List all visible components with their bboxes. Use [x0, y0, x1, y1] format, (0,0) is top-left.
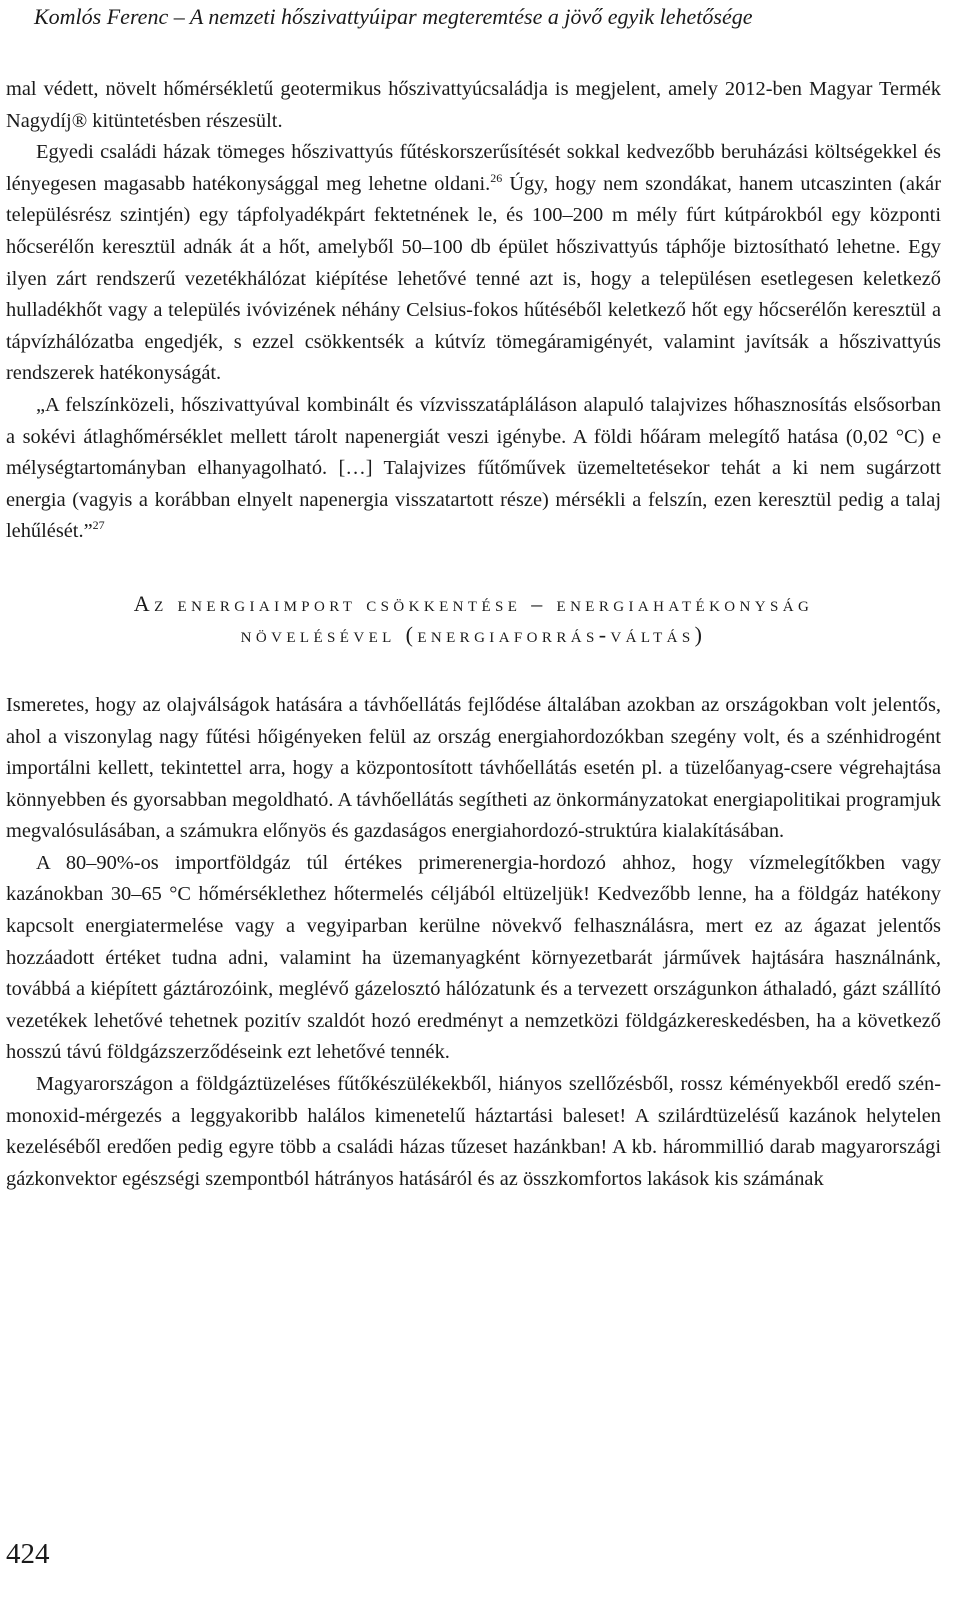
quotation-paragraph	[6, 390, 941, 548]
section-heading-line: növelésével (energiaforrás-váltás)	[240, 621, 707, 647]
paragraph-continued: mal védett, növelt hőmérsékletű geotermikus hőszivattyúcsaládja is megjelent, amely 2012-ben Magyar Termék Nagydíj® kitüntetésben részesült.	[6, 78, 941, 132]
footnote-marker[interactable]: 27	[92, 518, 105, 533]
paragraph-text: Úgy, hogy nem szondákat, hanem utcaszinten (akár településrész szintjén) egy tápfolyadékpárt fektetnének le, és 100–200 m mély fúrt kútpárokból egy központi hőcserélőn keresztül adnák át a hőt, amelyből 50–100 db épület hőszivattyús táphője biztosítható lehetne. Egy ilyen zárt rendszerű vezetékhálózat kiépítése lehetővé tenné azt is, hogy a településen esetlegesen keletkező hulladékhőt vagy a település ivóvizének néhány Celsius-fokos hűtéséből keletkező hőt egy hőcserélőn keresztül a tápvízhálózatba engedjék, s ezzel csökkentsék a kútvíz tömegáramigényét, valamint javítsák a hőszivattyús rendszerek hatékonyságát.	[6, 172, 941, 385]
section-heading	[6, 588, 941, 650]
paragraph-natural-gas: A 80–90%-os importföldgáz túl értékes primerenergia-hordozó ahhoz, hogy vízmelegítőkben vagy kazánokban 30–65 °C hőmérséklethez hőtermelés céljából eltüzeljük! Kedvezőbb lenne, ha a földgáz hatékony kapcsolt energiatermelése vagy a vegyiparban kerülne növekvő felhasználásra, mert ez az ágazat jelentős hozzáadott értéket tudna adni, valamint ha üzemanyagként környezetbarát járművek hajtására használnánk, továbbá a kiépített gáztározóink, meglévő gázelosztó hálózatunk és a tervezett országunkon áthaladó, gázt szállító vezetékek lehetővé tehetnek pozitív szaldót hozó eredményt a nemzetközi földgázkereskedésben, ha a következő hosszú távú földgázszerződéseink ezt lehetővé tennék.	[6, 851, 941, 1064]
paragraph-text: Egyedi családi házak tömeges hőszivattyús fűtéskorszerűsítését sokkal kedvezőbb beruházási költségekkel és lényegesen magasabb hatékonysággal meg lehetne oldani.	[6, 141, 941, 195]
section-heading-line: Az energiaimport csökkentése – energiahatékonyság	[133, 590, 814, 616]
running-header: Komlós Ferenc – A nemzeti hőszivattyúipar megteremtése a jövő egyik lehetősége	[34, 4, 753, 29]
body-text	[6, 74, 941, 1195]
paragraph-text: „A felszínközeli, hőszivattyúval kombinált és vízvisszatápláláson alapuló talajvizes hőhasznosítás elsősorban a sokévi átlaghőmérséklet mellett tárolt napenergiát veszi igénybe. A földi hőáram melegítő hatása (0,02 °C) e mélységtartományban elhanyagolható. […] Talajvizes fűtőművek üzemeltetésekor tehát a ki nem sugárzott energia (vagyis a korábban elnyelt napenergia visszatartott része) mérsékli a felszín, ezen keresztül pedig a talaj lehűlését.”	[6, 393, 941, 543]
paragraph-heat-pump-district	[6, 137, 941, 390]
page-number: 424	[6, 1538, 50, 1570]
paragraph-district-heating: Ismeretes, hogy az olajválságok hatására a távhőellátás fejlődése általában azokban az országokban volt jelentős, ahol a viszonylag nagy fűtési hőigényeken felül az ország energiahordozókban szegény volt, és a szénhidrogént importálni kellett, tekintettel arra, hogy a központosított távhőellátás esetén pl. a tüzelőanyag-csere végrehajtása könnyebben és gyorsabban megoldható. A távhőellátás segítheti az önkormányzatokat energiapolitikai programjuk megvalósulásában, a számukra előnyös és gazdaságos energiahordozó-struktúra kialakításában.	[6, 693, 941, 843]
paragraph-safety: Magyarországon a földgáztüzeléses fűtőkészülékekből, hiányos szellőzésből, rossz kéményekből eredő szén-monoxid-mérgezés a leggyakoribb halálos kimenetelű háztartási baleset! A szilárdtüzelésű kazánok helytelen kezeléséből eredően pedig egyre több a családi házas tűzeset hazánkban! A kb. hárommillió darab magyarországi gázkonvektor egészségi szempontból hátrányos hatásáról és az összkomfortos lakások kis számának	[6, 1073, 941, 1190]
footnote-marker[interactable]: 26	[490, 170, 503, 185]
